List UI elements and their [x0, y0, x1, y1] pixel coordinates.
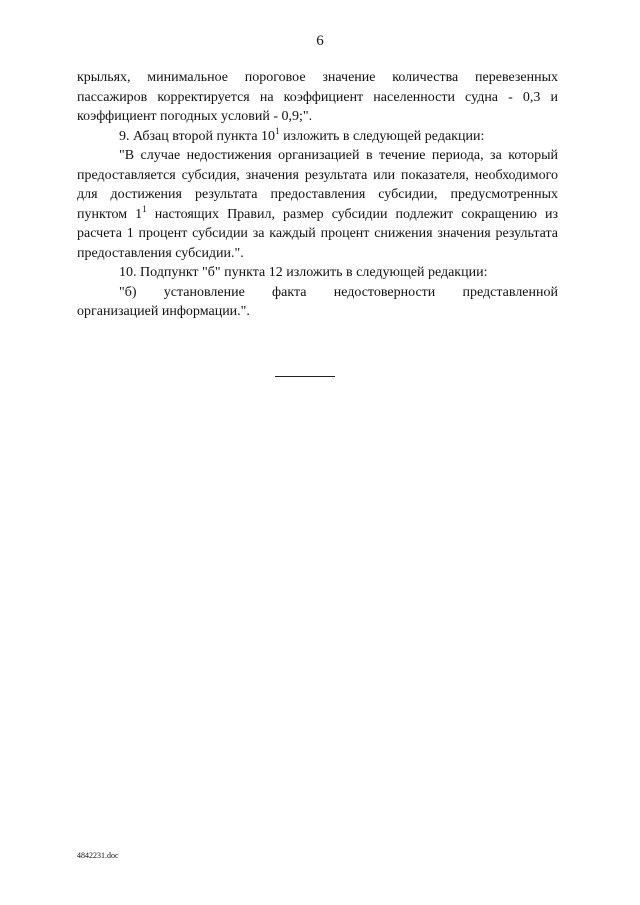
item-9-text-end: изложить в следующей редакции:	[279, 128, 485, 144]
superscript: 1	[142, 203, 147, 214]
paragraph-subitem-b-line1: "б) установление факта недостоверности представленной	[119, 284, 558, 300]
paragraph-item-10: 10. Подпункт "б" пункта 12 изложить в следующей редакции:	[119, 265, 488, 280]
paragraph-item-9	[77, 127, 558, 147]
paragraph-subitem-b-line2: организацией информации.".	[77, 304, 250, 319]
document-file-id: 4842231.doc	[77, 851, 119, 860]
paragraph-continuation: крыльях, минимальное пороговое значение количества перевезенных пассажиров корректируется на коэффициент населенности судна - 0,3 и коэффициент погодных условий - 0,9;".	[77, 70, 558, 124]
superscript: 1	[275, 125, 280, 136]
page-number: 6	[316, 33, 324, 49]
paragraph-quote	[77, 146, 558, 263]
quote-text-end: настоящих Правил, размер субсидии подлежит сокращению из расчета 1 процент субсидии за каждый процент снижения значения результата предоставления субсидии.".	[77, 206, 558, 261]
end-separator-line	[275, 376, 335, 377]
document-body	[77, 68, 558, 322]
quote-text: "В случае недостижения организацией в течение периода, за который предоставляется субсидия, значения результата или показателя, необходимого для достижения результата предоставления субсидии, предусмотренных пунктом 1	[77, 148, 558, 222]
item-9-text: 9. Абзац второй пункта 10	[119, 128, 276, 144]
